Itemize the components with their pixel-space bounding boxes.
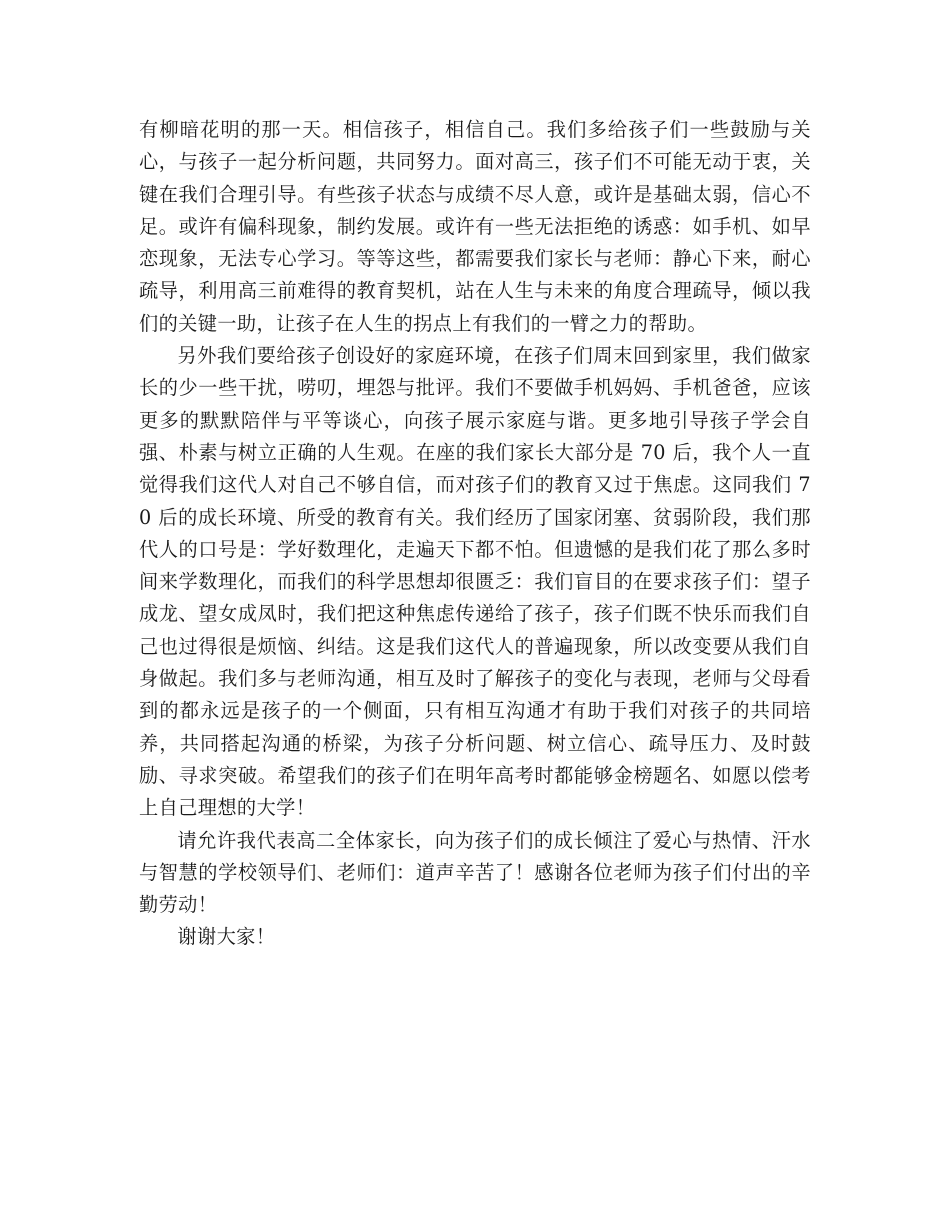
document-page — [139, 114, 811, 954]
paragraph-family-environment: 另外我们要给孩子创设好的家庭环境，在孩子们周末回到家里，我们做家长的少一些干扰，唠叨，埋怨与批评。我们不要做手机妈妈、手机爸爸，应该更多的默默陪伴与平等谈心，向孩子展示家庭与谐。更多地引导孩子学会自强、朴素与树立正确的人生观。在座的我们家长大部分是 70 后，我个人一直觉得我们这代人对自己不够自信，而对孩子们的教育又过于焦虑。这同我们 70 后的成长环境、所受的教育有关。我们经历了国家闭塞、贫弱阶段，我们那代人的口号是：学好数理化，走遍天下都不怕。但遗憾的是我们花了那么多时间来学数理化，而我们的科学思想却很匮乏：我们盲目的在要求孩子们：望子成龙、望女成凤时，我们把这种焦虑传递给了孩子，孩子们既不快乐而我们自己也过得很是烦恼、纠结。这是我们这代人的普遍现象，所以改变要从我们自身做起。我们多与老师沟通，相互及时了解孩子的变化与表现，老师与父母看到的都永远是孩子的一个侧面，只有相互沟通才有助于我们对孩子的共同培养，共同搭起沟通的桥梁，为孩子分析问题、树立信心、疏导压力、及时鼓励、寻求突破。希望我们的孩子们在明年高考时都能够金榜题名、如愿以偿考上自己理想的大学！ — [139, 344, 811, 820]
paragraph-closing: 谢谢大家！ — [177, 925, 276, 949]
paragraph-continuation: 有柳暗花明的那一天。相信孩子，相信自己。我们多给孩子们一些鼓励与关心，与孩子一起分析问题，共同努力。面对高三，孩子们不可能无动于衷，关键在我们合理引导。有些孩子状态与成绩不尽人意，或许是基础太弱，信心不足。或许有偏科现象，制约发展。或许有一些无法拒绝的诱惑：如手机、如早恋现象，无法专心学习。等等这些，都需要我们家长与老师：静心下来，耐心疏导，利用高三前难得的教育契机，站在人生与未来的角度合理疏导，倾以我们的关键一助，让孩子在人生的拐点上有我们的一臂之力的帮助。 — [139, 118, 811, 335]
paragraph-gratitude: 请允许我代表高二全体家长，向为孩子们的成长倾注了爱心与热情、汗水与智慧的学校领导们、老师们：道声辛苦了！感谢各位老师为孩子们付出的辛勤劳动！ — [139, 828, 811, 917]
